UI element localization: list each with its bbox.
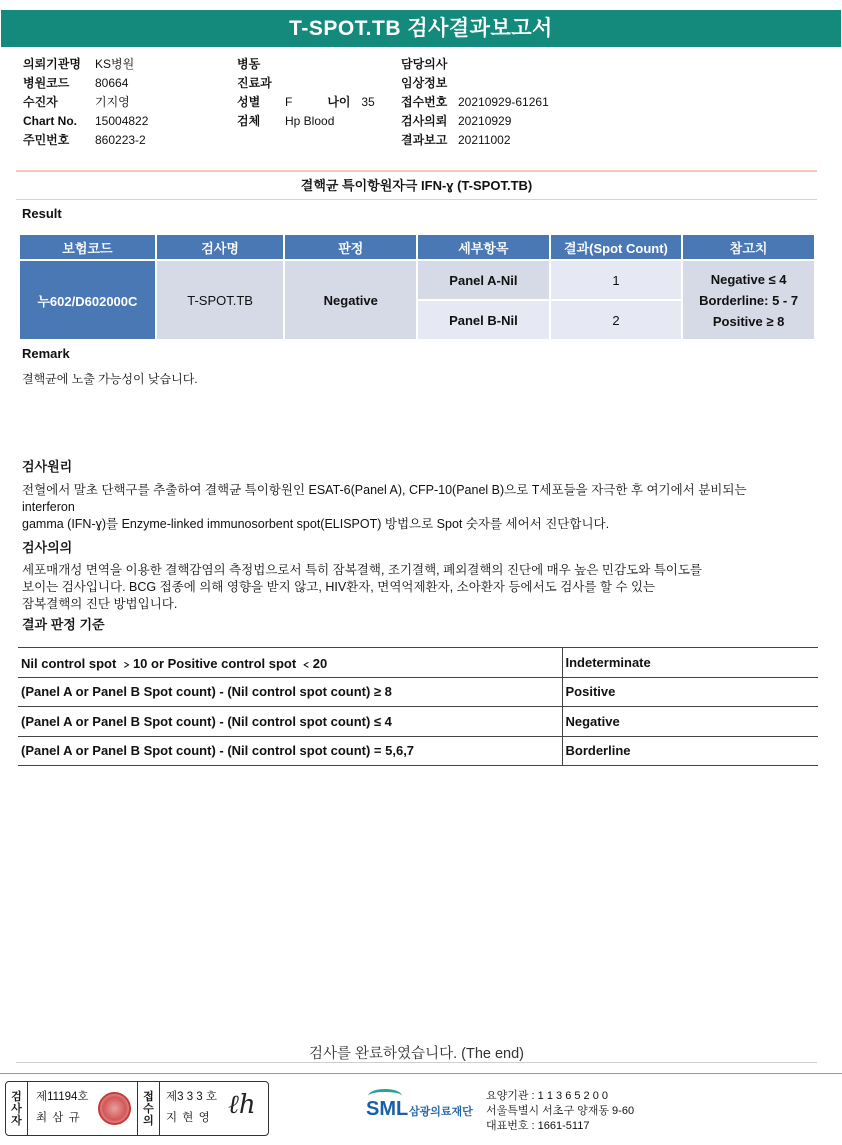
end-divider: [16, 1062, 817, 1063]
patient-info-col2: [237, 55, 375, 131]
significance-label: 검사의의: [22, 540, 73, 555]
result-table: [18, 233, 816, 341]
info-value: F: [285, 95, 293, 109]
info-label: 주민번호: [23, 133, 70, 147]
result-row: [19, 260, 815, 300]
reference-values: [682, 260, 815, 340]
panel-count: 2: [550, 300, 683, 340]
info-value: 80664: [95, 76, 129, 90]
info-value: Hp Blood: [285, 114, 335, 128]
principle-label: 검사원리: [22, 459, 73, 474]
criteria-table: [18, 647, 818, 766]
header-cell: 결과(Spot Count): [550, 234, 683, 260]
signature-box: [5, 1081, 269, 1136]
criteria-condition: (Panel A or Panel B Spot count) - (Nil control spot count) ≤ 4: [18, 707, 562, 737]
inspector-license: 제11194호: [36, 1091, 89, 1103]
logo-name: 삼광의료재단: [409, 1106, 473, 1118]
panel-name: Panel A-Nil: [417, 260, 550, 300]
info-label: 병원코드: [23, 76, 70, 90]
patient-info-col1: [23, 55, 148, 150]
info-label: 의뢰기관명: [23, 57, 81, 71]
info-value: 860223-2: [95, 133, 146, 147]
criteria-row: [18, 707, 818, 737]
inspector-role: 검 사 자: [6, 1082, 28, 1135]
age-value: 35: [361, 95, 375, 109]
patient-info-col3: [401, 55, 549, 150]
end-text: 검사를 완료하였습니다. (The end): [308, 1046, 525, 1062]
result-header-row: [19, 234, 815, 260]
info-label: 검사의뢰: [401, 114, 448, 128]
receiver-name: 지 현 영: [166, 1112, 211, 1124]
criteria-row: [18, 677, 818, 707]
significance-line: 잠복결핵의 진단 방법입니다.: [22, 597, 178, 611]
test-name: T-SPOT.TB: [156, 260, 285, 340]
info-value: KS병원: [95, 57, 135, 71]
info-label: Chart No.: [23, 114, 77, 128]
info-label: 성별: [237, 95, 261, 109]
info-label: 검체: [237, 114, 261, 128]
receiver-role: 접 수 의: [137, 1082, 160, 1135]
remark-label: Remark: [22, 346, 70, 361]
criteria-result: Borderline: [562, 736, 818, 766]
inspector-name: 최 삼 규: [36, 1112, 81, 1124]
criteria-row: [18, 736, 818, 766]
info-label: 진료과: [237, 76, 272, 90]
receiver-license: 제3 3 3 호: [166, 1091, 217, 1103]
info-label: 결과보고: [401, 133, 448, 147]
footer-divider: [0, 1073, 842, 1074]
criteria-result: Positive: [562, 677, 818, 707]
section-divider: [16, 199, 817, 200]
header-cell: 판정: [284, 234, 417, 260]
reference-line: Negative ≤ 4: [710, 271, 787, 287]
criteria-condition: Nil control spot ﹥10 or Positive control spot ﹤20: [18, 648, 562, 678]
logo-text: SML: [366, 1098, 409, 1120]
criteria-label: 결과 판정 기준: [22, 617, 105, 632]
info-label: 병동: [237, 57, 261, 71]
org-line: 서울특별시 서초구 양재동 9-60: [486, 1105, 635, 1117]
criteria-result: Negative: [562, 707, 818, 737]
info-label: 담당의사: [401, 57, 448, 71]
org-line: 대표번호 : 1661-5117: [486, 1120, 590, 1132]
panel-name: Panel B-Nil: [417, 300, 550, 340]
sml-logo: [366, 1089, 478, 1129]
remark-text: 결핵균에 노출 가능성이 낮습니다.: [22, 372, 198, 386]
principle-text: [22, 482, 747, 533]
reference-line: Borderline: 5 - 7: [699, 292, 799, 308]
criteria-row: [18, 648, 818, 678]
insurance-code: 누602/D602000C: [19, 260, 156, 340]
header-cell: 보험코드: [19, 234, 156, 260]
significance-text: [22, 562, 702, 613]
report-title: T-SPOT.TB 검사결과보고서: [1, 10, 841, 47]
header-cell: 검사명: [156, 234, 285, 260]
principle-line: gamma (IFN-ɣ)를 Enzyme-linked immunosorbent spot(ELISPOT) 방법으로 Spot 숫자를 세어서 진단합니다.: [22, 517, 610, 531]
info-label: 수진자: [23, 95, 58, 109]
judgment: Negative: [284, 260, 417, 340]
reference-line: Positive ≥ 8: [712, 313, 785, 329]
info-label: 접수번호: [401, 95, 448, 109]
info-value: 20210929: [458, 114, 512, 128]
header-cell: 세부항목: [417, 234, 550, 260]
criteria-condition: (Panel A or Panel B Spot count) - (Nil control spot count) = 5,6,7: [18, 736, 562, 766]
info-label: 임상정보: [401, 76, 448, 90]
org-info: [486, 1089, 634, 1134]
info-value: 15004822: [95, 114, 149, 128]
header-cell: 참고치: [682, 234, 815, 260]
criteria-result: Indeterminate: [562, 648, 818, 678]
org-line: 요양기관 : 1 1 3 6 5 2 0 0: [486, 1090, 609, 1102]
seal-stamp-icon: [98, 1092, 131, 1125]
info-value: 20210929-61261: [458, 95, 549, 109]
result-label: Result: [22, 206, 62, 221]
panel-count: 1: [550, 260, 683, 300]
section-title: 결핵균 특이항원자극 IFN-ɣ (T-SPOT.TB): [300, 178, 533, 193]
section-divider: [16, 170, 817, 172]
signature-icon: ℓh: [228, 1090, 256, 1120]
info-value: 기지영: [95, 95, 130, 109]
criteria-condition: (Panel A or Panel B Spot count) - (Nil control spot count) ≥ 8: [18, 677, 562, 707]
principle-line: 전혈에서 말초 단핵구를 추출하여 결핵균 특이항원인 ESAT-6(Panel A), CFP-10(Panel B)으로 T세포들을 자극한 후 여기에서 분비되는: [22, 483, 747, 497]
principle-line: interferon: [22, 500, 75, 514]
significance-line: 보이는 검사입니다. BCG 접종에 의해 영향을 받지 않고, HIV환자, 면역억제환자, 소아환자 등에서도 검사를 할 수 있는: [22, 580, 656, 594]
age-label: 나이: [327, 95, 351, 109]
significance-line: 세포매개성 면역을 이용한 결핵감염의 측정법으로서 특히 잠복결핵, 조기결핵, 폐외결핵의 진단에 매우 높은 민감도와 특이도를: [22, 563, 702, 577]
info-value: 20211002: [458, 133, 511, 147]
